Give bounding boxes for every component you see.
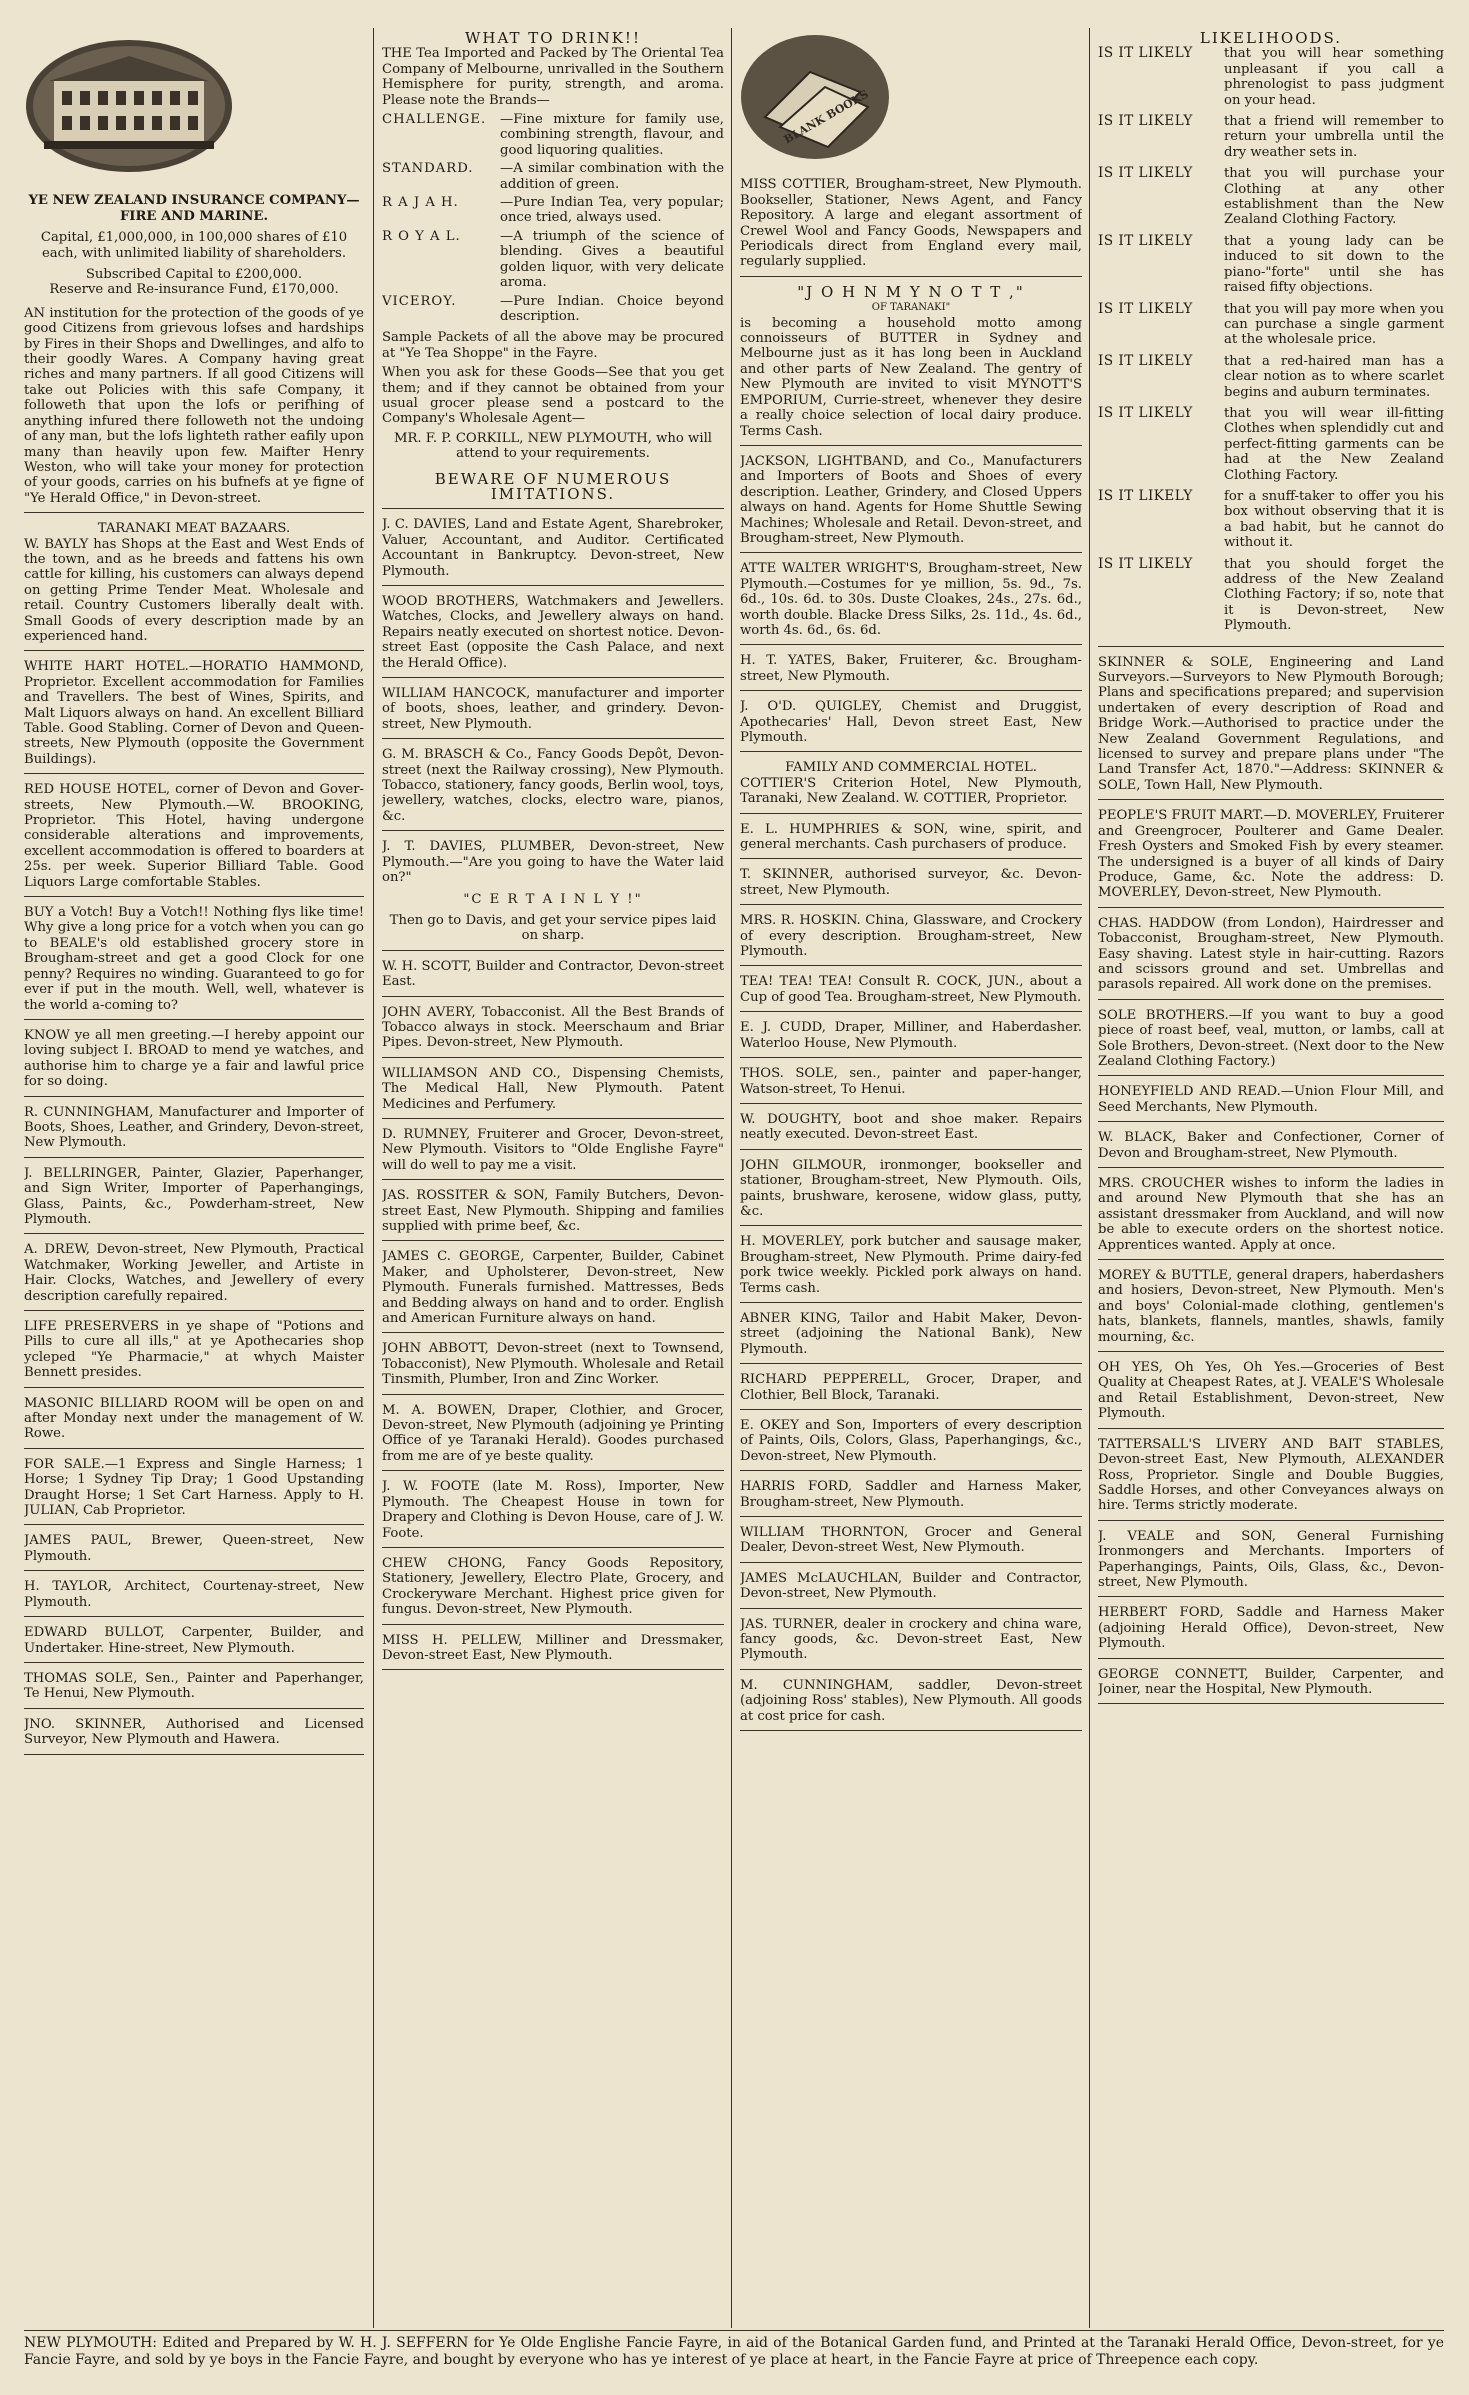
likely-key: IS IT LIKELY: [1098, 45, 1193, 62]
books-label: BLANK BOOKS: [781, 87, 871, 147]
cottier-ad: [740, 174, 1082, 276]
ad-text: HARRIS FORD, Saddler and Harness Maker, Brougham-street, New Plymouth.: [740, 1479, 1082, 1510]
taylor-ad: [24, 1576, 364, 1617]
brand-desc: —A triumph of the science of blending. Gives a beautiful golden liquor, with very delicate aroma.: [500, 228, 724, 291]
ad-text: T. SKINNER, authorised surveyor, &c. Devon-street, New Plymouth.: [740, 867, 1082, 898]
likely-row: [1098, 557, 1444, 634]
brasch-ad: [382, 744, 724, 831]
insurance-capital: Capital, £1,000,000, in 100,000 shares of £10 each, with unlimited liability of shareholders.: [40, 230, 348, 261]
likely-row: [1098, 46, 1444, 108]
tea-beware: BEWARE OF NUMEROUS IMITATIONS.: [434, 469, 672, 503]
likely-key: IS IT LIKELY: [1098, 352, 1193, 369]
ad-text: MISS H. PELLEW, Milliner and Dressmaker, Devon-street East, New Plymouth.: [382, 1632, 724, 1663]
brand-row: [382, 161, 724, 192]
likely-key: IS IT LIKELY: [1098, 487, 1193, 504]
ad-text: TATTERSALL'S LIVERY AND BAIT STABLES, Devon-street East, New Plymouth, ALEXANDER Ross, Proprietor. Single and Double Buggies, Saddle Horses, and other Conveyances always on hire. Terms strictly moderate.: [1098, 1436, 1444, 1514]
ad-text: H. T. YATES, Baker, Fruiterer, &c. Brougham-street, New Plymouth.: [740, 653, 1082, 684]
skinner-sole-ad: [1098, 652, 1444, 801]
rumney-ad: [382, 1124, 724, 1180]
meat-body: W. BAYLY has Shops at the East and West Ends of the town, and as he breeds and fattens his own cattle for killing, his customers can always depend on getting Prime Tender Meat. Wholesale and retail. Country Customers liberally dealt with. Small Goods of every description made by an experienced hand.: [24, 536, 364, 644]
likely-row: [1098, 166, 1444, 228]
cunningham-ad: [24, 1102, 364, 1158]
likely-key: IS IT LIKELY: [1098, 300, 1193, 317]
turner-ad: [740, 1614, 1082, 1670]
pellew-ad: [382, 1630, 724, 1671]
ad-text: HONEYFIELD AND READ.—Union Flour Mill, and Seed Merchants, New Plymouth.: [1098, 1084, 1444, 1115]
ad-text: FOR SALE.—1 Express and Single Harness; 1 Horse; 1 Sydney Tip Dray; 1 Good Upstanding Draught Horse; 1 Set Cart Harness. Apply to H. JULIAN, Cab Proprietor.: [24, 1456, 364, 1519]
meat-bazaars-ad: [24, 518, 364, 651]
brand-name: R O Y A L.: [382, 228, 461, 244]
ad-text: PEOPLE'S FRUIT MART.—D. MOVERLEY, Fruiterer and Greengrocer, Poulterer and Game Dealer. Fresh Oysters and Smoked Fish by every steamer. The undersigned is a buyer of all kinds of Dairy Produce, Game, &c. Note the address: D. MOVERLEY, Devon-street, New Plymouth.: [1098, 808, 1444, 901]
ad-text: JOHN GILMOUR, ironmonger, bookseller and stationer, Brougham-street, New Plymouth. Oils, paints, brushware, kerosene, widow glass, putty, &c.: [740, 1157, 1082, 1219]
thornton-ad: [740, 1522, 1082, 1563]
ad-text: H. TAYLOR, Architect, Courtenay-street, New Plymouth.: [24, 1579, 364, 1610]
haddow-ad: [1098, 913, 1444, 1000]
ad-text: RED HOUSE HOTEL, corner of Devon and Gover-streets, New Plymouth.—W. BROOKING, Proprietor. This Hotel, having undergone considerable alterations and improvements, excellent accommodation is offered to boarders at 25s. per week. Superior Billiard Table. Good Liquors Large comfortable Stables.: [24, 782, 364, 890]
likely-text: that a young lady can be induced to sit down to the piano-"forte" until she has raised fifty objections.: [1224, 233, 1444, 296]
king-ad: [740, 1308, 1082, 1364]
chew-chong-ad: [382, 1553, 724, 1625]
ad-text: CHEW CHONG, Fancy Goods Repository, Stationery, Jewellery, Electro Plate, Grocery, and Crockeryware Merchant. Highest price given for fungus. Devon-street, New Plymouth.: [382, 1555, 724, 1618]
white-hart-ad: [24, 656, 364, 774]
ad-text: TEA! TEA! TEA! Consult R. COCK, JUN., about a Cup of good Tea. Brougham-street, New Plymouth.: [740, 974, 1082, 1005]
avery-ad: [382, 1002, 724, 1058]
ad-text: J. C. DAVIES, Land and Estate Agent, Sharebroker, Valuer, Accountant, and Auditor. Certificated Accountant in Bankruptcy. Devon-street, New Plymouth.: [382, 517, 724, 579]
humphries-ad: [740, 819, 1082, 860]
ad-text: MRS. CROUCHER wishes to inform the ladies in and around New Plymouth that she has an assistant dressmaker from Auckland, and will now be able to execute orders on the shortest notice. Apprentices wanted. Apply at once.: [1098, 1176, 1444, 1253]
ad-text: BUY a Votch! Buy a Votch!! Nothing flys like time! Why give a long price for a votch when you can go to BEALE's old established grocery store in Brougham-street and get a good Clock for one penny? Requires no winding. Guaranteed to go for ever if put in the mouth. Well, well, whatever is the world a-coming to?: [24, 905, 364, 1013]
ad-text: W. H. SCOTT, Builder and Contractor, Devon-street East.: [382, 958, 724, 990]
tea-intro: THE Tea Imported and Packed by The Oriental Tea Company of Melbourne, unrivalled in the Southern Hemisphere for purity, strength, and aroma. Please note the Brands—: [382, 46, 724, 108]
likely-row: [1098, 489, 1444, 551]
brand-name: STANDARD.: [382, 161, 474, 177]
black-ad: [1098, 1127, 1444, 1168]
james-paul-ad: [24, 1530, 364, 1571]
column-rule: [373, 28, 374, 2328]
tea-title: WHAT TO DRINK!!: [465, 29, 641, 47]
ad-text: WILLIAM THORNTON, Grocer and General Dealer, Devon-street West, New Plymouth.: [740, 1525, 1082, 1556]
mynott-title: "J O H N M Y N O T T ,": [797, 282, 1025, 301]
ad-text: CHAS. HADDOW (from London), Hairdresser and Tobacconist, Brougham-street, New Plymouth. Easy shaving. Latest style in hair-cutting. Razors and scissors ground and set. Umbrellas and parasols repaired. All work done on the premises.: [1098, 915, 1444, 993]
likely-key: IS IT LIKELY: [1098, 232, 1193, 249]
brand-desc: —Fine mixture for family use, combining strength, flavour, and good liquoring qualities.: [500, 112, 724, 158]
likely-key: IS IT LIKELY: [1098, 404, 1193, 421]
morey-ad: [1098, 1265, 1444, 1352]
ad-text: J. W. FOOTE (late M. Ross), Importer, New Plymouth. The Cheapest House in town for Drapery and Clothing is Devon House, care of J. W. Foote.: [382, 1479, 724, 1541]
for-sale-ad: [24, 1454, 364, 1526]
ad-text: MOREY & BUTTLE, general drapers, haberdashers and hosiers, Devon-street, New Plymouth. Men's and boys' Colonial-made clothing, gentlemen's hats, blankets, flannels, mantles, shawls, family mourning, &c.: [1098, 1268, 1444, 1345]
ad-text: E. L. HUMPHRIES & SON, wine, spirit, and general merchants. Cash purchasers of produce.: [740, 821, 1082, 853]
life-preservers-ad: [24, 1316, 364, 1388]
column-3: [740, 28, 1082, 2328]
certainly-body: Then go to Davis, and get your service pipes laid on sharp.: [389, 912, 717, 944]
ad-text: JAS. TURNER, dealer in crockery and china ware, fancy goods, &c. Devon-street East, New Plymouth.: [740, 1616, 1082, 1663]
fruit-mart-ad: [1098, 805, 1444, 907]
red-house-ad: [24, 779, 364, 897]
likely-row: [1098, 234, 1444, 296]
ad-text: JAMES C. GEORGE, Carpenter, Builder, Cabinet Maker, and Upholsterer, Devon-street, New Plymouth. Funerals furnished. Mattresses, Beds and Bedding always on hand and to order. English and American Furniture always on hand.: [382, 1249, 724, 1327]
newspaper-page: [24, 28, 1444, 2328]
mynott-sub: OF TARANAKI": [871, 302, 951, 314]
thomas-sole-ad: [24, 1668, 364, 1709]
foote-ad: [382, 1476, 724, 1548]
imprint-footer: NEW PLYMOUTH: Edited and Prepared by W. H. J. SEFFERN for Ye Olde Englishe Fancie Fayre, in aid of the Botanical Garden fund, and Printed at the Taranaki Herald Office, Devon-street, for ye Fancie Fayre, and sold by ye boys in the Fancie Fayre, and bought by everyone who has ye interest of ye place at heart, in the Fancie Fayre at price of Threepence each copy.: [24, 2330, 1444, 2369]
tattersall-ad: [1098, 1434, 1444, 1521]
thos-sole-ad: [740, 1063, 1082, 1104]
honeyfield-ad: [1098, 1081, 1444, 1122]
tea-brands: [382, 112, 724, 324]
tea-ad: [382, 28, 724, 509]
abbott-ad: [382, 1338, 724, 1394]
insurance-body: AN institution for the protection of the goods of ye good Citizens from grievous lofses and hardships by Fires in their Shops and Dwellinges, and alfo to their goodly Wares. A Company having great riches and many partners. If all good Citizens will take out Policies with this safe Company, it followeth that upon the lofs or perifhing of anything infured there followeth not the undoing of any man, but the lofs lighteth rather eafily upon many than heavily upon few. Maifter Henry Weston, who will take your money for protection of your goods, carries on his bufnefs at ye figne of "Ye Herald Office," in Devon-street.: [24, 305, 364, 506]
brand-name: CHALLENGE.: [382, 112, 487, 128]
likely-key: IS IT LIKELY: [1098, 555, 1193, 572]
tea-when: When you ask for these Goods—See that you get them; and if they cannot be obtained from your usual grocer please send a postcard to the Company's Wholesale Agent—: [382, 365, 724, 427]
ad-text: OH YES, Oh Yes, Oh Yes.—Groceries of Best Quality at Cheapest Rates, at J. VEALE'S Wholesale and Retail Establishment, Devon-street, New Plymouth.: [1098, 1360, 1444, 1422]
hoskin-ad: [740, 910, 1082, 966]
ad-text: THOS. SOLE, sen., painter and paper-hanger, Watson-street, To Henui.: [740, 1066, 1082, 1097]
insurance-reserve: Reserve and Re-insurance Fund, £170,000.: [49, 282, 339, 298]
likely-text: that you will hear something unpleasant if you call a phrenologist to pass judgment on your head.: [1224, 46, 1444, 108]
wood-brothers-ad: [382, 591, 724, 678]
likely-row: [1098, 354, 1444, 400]
ad-text: EDWARD BULLOT, Carpenter, Builder, and Undertaker. Hine-street, New Plymouth.: [24, 1625, 364, 1656]
ad-text: HERBERT FORD, Saddle and Harness Maker (adjoining Herald Office), Devon-street, New Plymouth.: [1098, 1605, 1444, 1652]
brand-desc: —Pure Indian Tea, very popular; once tried, always used.: [500, 195, 724, 226]
ad-text: ATTE WALTER WRIGHT'S, Brougham-street, New Plymouth.—Costumes for ye million, 5s. 9d., 7s. 6d., 10s. 6d. to 30s. Duste Cloakes, 24s., 27s. 6d., worth double. Blacke Dress Silks, 2s. 11d., 4s. 6d., worth 4s. 6d., 6s. 6d.: [740, 561, 1082, 638]
likelihoods-ad: [1098, 28, 1444, 647]
brand-row: [382, 294, 724, 325]
brand-name: R A J A H.: [382, 195, 459, 211]
likely-row: [1098, 302, 1444, 348]
ad-text: WHITE HART HOTEL.—HORATIO HAMMOND, Proprietor. Excellent accommodation for Families and Travellers. The best of Wines, Spirits, and Malt Liquors always on hand. An excellent Billiard Table. Good Stabling. Corner of Devon and Queen-streets, New Plymouth (opposite the Government Buildings).: [24, 659, 364, 767]
ad-text: GEORGE CONNETT, Builder, Carpenter, and Joiner, near the Hospital, New Plymouth.: [1098, 1666, 1444, 1697]
ad-text: SOLE BROTHERS.—If you want to buy a good piece of roast beef, veal, mutton, or lambs, call at Sole Brothers, Devon-street. (Next door to the New Zealand Clothing Factory.): [1098, 1007, 1444, 1069]
yates-ad: [740, 650, 1082, 691]
ad-text: KNOW ye all men greeting.—I hereby appoint our loving subject I. BROAD to mend ye watches, and authorise him to charge ye a fair and lawful price for so doing.: [24, 1027, 364, 1090]
brand-desc: —Pure Indian. Choice beyond description.: [500, 293, 724, 324]
likely-text: that you will pay more when you can purchase a single garment at the wholesale price.: [1224, 301, 1444, 348]
veale-groceries-ad: [1098, 1357, 1444, 1429]
brand-name: VICEROY.: [382, 293, 457, 309]
masonic-ad: [24, 1393, 364, 1449]
ad-text: SKINNER & SOLE, Engineering and Land Surveyors.—Surveyors to New Plymouth Borough; Plans and specifications prepared; and supervision undertaken of every description of Road and Bridge Work.—Authorised to practice under the New Zealand Government Regulations, and licensed to survey and prepare plans under "The Land Transfer Act, 1870."—Address: SKINNER & SOLE, Town Hall, New Plymouth.: [1098, 654, 1444, 793]
jt-davies-ad: [382, 836, 724, 950]
ad-text: MRS. R. HOSKIN. China, Glassware, and Crockery of every description. Brougham-street, New Plymouth.: [740, 913, 1082, 960]
insurance-title: YE NEW ZEALAND INSURANCE COMPANY—FIRE AND MARINE.: [28, 193, 360, 224]
brand-desc: —A similar combination with the addition of green.: [500, 161, 724, 192]
cock-ad: [740, 971, 1082, 1012]
ad-text: D. RUMNEY, Fruiterer and Grocer, Devon-street, New Plymouth. Visitors to "Olde Englishe Fayre" will do well to pay me a visit.: [382, 1126, 724, 1173]
likely-key: IS IT LIKELY: [1098, 165, 1193, 182]
ad-text: R. CUNNINGHAM, Manufacturer and Importer of Boots, Shoes, Leather, and Grindery, Devon-street, New Plymouth.: [24, 1104, 364, 1151]
george-ad: [382, 1246, 724, 1333]
jc-davies-ad: [382, 514, 724, 586]
column-1: [24, 28, 364, 2328]
drew-ad: [24, 1239, 364, 1311]
brand-row: [382, 195, 724, 226]
meat-title: TARANAKI MEAT BAZAARS.: [97, 521, 291, 537]
votch-ad: [24, 902, 364, 1020]
hancock-ad: [382, 683, 724, 739]
rossiter-ad: [382, 1185, 724, 1241]
bellringer-ad: [24, 1163, 364, 1235]
wright-ad: [740, 558, 1082, 645]
okey-ad: [740, 1415, 1082, 1471]
ad-text: J. VEALE and SON, General Furnishing Ironmongers and Merchants. Importers of Paperhangings, Paints, Oils, Glass, &c., Devon-street, New Plymouth.: [1098, 1528, 1444, 1590]
ad-text: RICHARD PEPPERELL, Grocer, Draper, and Clothier, Bell Block, Taranaki.: [740, 1372, 1082, 1403]
ad-text: JAMES PAUL, Brewer, Queen-street, New Plymouth.: [24, 1533, 364, 1564]
veale-son-ad: [1098, 1526, 1444, 1598]
insurance-ad: [24, 190, 364, 513]
skinner-ad: [24, 1714, 364, 1755]
ad-text: W. BLACK, Baker and Confectioner, Corner of Devon and Brougham-street, New Plymouth.: [1098, 1130, 1444, 1161]
column-rule: [731, 28, 732, 2328]
herbert-ford-ad: [1098, 1602, 1444, 1658]
gilmour-ad: [740, 1155, 1082, 1227]
connett-ad: [1098, 1664, 1444, 1705]
ad-text: A. DREW, Devon-street, New Plymouth, Practical Watchmaker, Working Jeweller, and Artiste in Hair. Clocks, Watches, and Jewellery of every description carefully repaired.: [24, 1242, 364, 1304]
jackson-ad: [740, 451, 1082, 553]
t-skinner-ad: [740, 864, 1082, 905]
ad-text: LIFE PRESERVERS in ye shape of "Potions and Pills to cure all ills," at ye Apothecaries shop ycleped "Ye Pharmacie," at whych Maister Bennett presides.: [24, 1319, 364, 1381]
likely-row: [1098, 114, 1444, 160]
column-4: [1098, 28, 1444, 2328]
column-2: [382, 28, 724, 2328]
ad-text: G. M. BRASCH & Co., Fancy Goods Depôt, Devon-street (next the Railway crossing), New Plymouth. Tobacco, stationery, fancy goods, Berlin wool, toys, jewellery, watches, clocks, electro ware, pianos, &c.: [382, 747, 724, 824]
likely-text: that you will wear ill-fitting Clothes when splendidly cut and perfect-fitting garments can be had at the New Zealand Clothing Factory.: [1224, 405, 1444, 483]
likely-row: [1098, 406, 1444, 483]
ad-text: JNO. SKINNER, Authorised and Licensed Surveyor, New Plymouth and Hawera.: [24, 1716, 364, 1748]
likely-text: that you will purchase your Clothing at any other establishment than the New Zealand Clothing Factory.: [1224, 166, 1444, 228]
ad-text: MASONIC BILLIARD ROOM will be open on and after Monday next under the management of W. Rowe.: [24, 1395, 364, 1442]
ad-text: THOMAS SOLE, Sen., Painter and Paperhanger, Te Henui, New Plymouth.: [24, 1670, 364, 1702]
ad-text: J. O'D. QUIGLEY, Chemist and Druggist, Apothecaries' Hall, Devon street East, New Plymouth.: [740, 699, 1082, 745]
quigley-ad: [740, 696, 1082, 752]
family-title: FAMILY AND COMMERCIAL HOTEL.: [785, 760, 1037, 776]
ad-text: H. MOVERLEY, pork butcher and sausage maker, Brougham-street, New Plymouth. Prime dairy-fed pork twice weekly. Pickled pork always on hand. Terms cash.: [740, 1234, 1082, 1296]
moverley-ad: [740, 1231, 1082, 1303]
broad-ad: [24, 1025, 364, 1097]
ad-text: WILLIAM HANCOCK, manufacturer and importer of boots, shoes, leather, and grindery. Devon-street, New Plymouth.: [382, 686, 724, 732]
certainly-text: "C E R T A I N L Y !": [463, 891, 643, 907]
m-cunningham-ad: [740, 1675, 1082, 1731]
ad-text: ABNER KING, Tailor and Habit Maker, Devon-street (adjoining the National Bank), New Plymouth.: [740, 1310, 1082, 1357]
tea-agent: MR. F. P. CORKILL, NEW PLYMOUTH, who will attend to your requirements.: [393, 430, 713, 462]
column-rule: [1089, 28, 1090, 2328]
ad-text: M. A. BOWEN, Draper, Clothier, and Grocer, Devon-street, New Plymouth (adjoining ye Printing Office of ye Taranaki Herald). Goodes purchased from me are of ye beste quality.: [382, 1402, 724, 1464]
doughty-ad: [740, 1109, 1082, 1150]
ad-text: J. T. DAVIES, PLUMBER, Devon-street, New Plymouth.—"Are you going to have the Water laid on?": [382, 839, 724, 886]
ad-text: J. BELLRINGER, Painter, Glazier, Paperhanger, and Sign Writer, Importer of Paperhangings, Glass, Paints, &c., Powderham-street, New Plymouth.: [24, 1165, 364, 1227]
family-hotel-ad: [740, 757, 1082, 813]
mclauchlan-ad: [740, 1568, 1082, 1609]
likely-text: that a red-haired man has a clear notion as to where scarlet begins and auburn terminates.: [1224, 353, 1444, 400]
ad-text: JAS. ROSSITER & SON, Family Butchers, Devon-street East, New Plymouth. Shipping and families supplied with prime beef, &c.: [382, 1188, 724, 1234]
blank-books-engraving: [740, 32, 890, 162]
likely-text: that you should forget the address of the New Zealand Clothing Factory; if so, note that it is Devon-street, New Plymouth.: [1224, 556, 1444, 634]
harris-ford-ad: [740, 1476, 1082, 1517]
likely-text: that a friend will remember to return your umbrella until the dry weather sets in.: [1224, 114, 1444, 160]
ad-text: JOHN AVERY, Tobacconist. All the Best Brands of Tobacco always in stock. Meerschaum and Briar Pipes. Devon-street, New Plymouth.: [382, 1004, 724, 1051]
sole-brothers-ad: [1098, 1005, 1444, 1077]
ad-text: JAMES McLAUCHLAN, Builder and Contractor, Devon-street, New Plymouth.: [740, 1570, 1082, 1602]
family-body: COTTIER'S Criterion Hotel, New Plymouth, Taranaki, New Zealand. W. COTTIER, Proprietor.: [740, 775, 1082, 807]
likely-key: IS IT LIKELY: [1098, 113, 1193, 130]
croucher-ad: [1098, 1173, 1444, 1260]
ad-text: JOHN ABBOTT, Devon-street (next to Townsend, Tobacconist), New Plymouth. Wholesale and Retail Tinsmith, Plumber, Iron and Zinc Worker.: [382, 1341, 724, 1388]
insurance-subscribed: Subscribed Capital to £200,000.: [85, 267, 303, 283]
brand-row: [382, 229, 724, 291]
ad-text: WILLIAMSON AND CO., Dispensing Chemists, The Medical Hall, New Plymouth. Patent Medicines and Perfumery.: [382, 1065, 724, 1112]
ad-text: MISS COTTIER, Brougham-street, New Plymouth. Bookseller, Stationer, News Agent, and Fancy Repository. A large and elegant assortment of Crewel Wool and Fancy Goods, Newspapers and Periodicals direct from England every mail, regularly supplied.: [740, 177, 1082, 270]
ad-text: WOOD BROTHERS, Watchmakers and Jewellers. Watches, Clocks, and Jewellery always on hand. Repairs neatly executed on shortest notice. Devon-street East (opposite the Cash Palace, and next the Herald Office).: [382, 594, 724, 671]
ad-text: E. OKEY and Son, Importers of every description of Paints, Oils, Colors, Glass, Paperhangings, &c., Devon-street, New Plymouth.: [740, 1418, 1082, 1464]
mynott-body: is becoming a household motto among connoisseurs of BUTTER in Sydney and Melbourne just as it has long been in Auckland and other parts of New Zealand. The gentry of New Plymouth are invited to visit MYNOTT'S EMPORIUM, Currie-street, whenever they desire a really choice selection of local dairy produce. Terms Cash.: [740, 315, 1082, 439]
bullot-ad: [24, 1622, 364, 1663]
ad-text: E. J. CUDD, Draper, Milliner, and Haberdasher. Waterloo House, New Plymouth.: [740, 1020, 1082, 1051]
cudd-ad: [740, 1017, 1082, 1058]
insurance-building-engraving: [24, 36, 234, 176]
williamson-ad: [382, 1063, 724, 1119]
likelihoods-title: LIKELIHOODS.: [1199, 29, 1343, 47]
pepperell-ad: [740, 1369, 1082, 1410]
ad-text: M. CUNNINGHAM, saddler, Devon-street (adjoining Ross' stables), New Plymouth. All goods at cost price for cash.: [740, 1677, 1082, 1724]
mynott-ad: [740, 282, 1082, 446]
tea-samples: Sample Packets of all the above may be procured at "Ye Tea Shoppe" in the Fayre.: [382, 330, 724, 361]
brand-row: [382, 112, 724, 158]
bowen-ad: [382, 1400, 724, 1472]
scott-ad: [382, 956, 724, 997]
likely-text: for a snuff-taker to offer you his box without observing that it is a bad habit, but he cannot do without it.: [1224, 488, 1444, 551]
ad-text: JACKSON, LIGHTBAND, and Co., Manufacturers and Importers of Boots and Shoes of every description. Leather, Grindery, and Closed Uppers always on hand. Agents for Home Shuttle Sewing Machines; Wholesale and Retail. Devon-street, and Brougham-street, New Plymouth.: [740, 453, 1082, 546]
ad-text: W. DOUGHTY, boot and shoe maker. Repairs neatly executed. Devon-street East.: [740, 1111, 1082, 1143]
